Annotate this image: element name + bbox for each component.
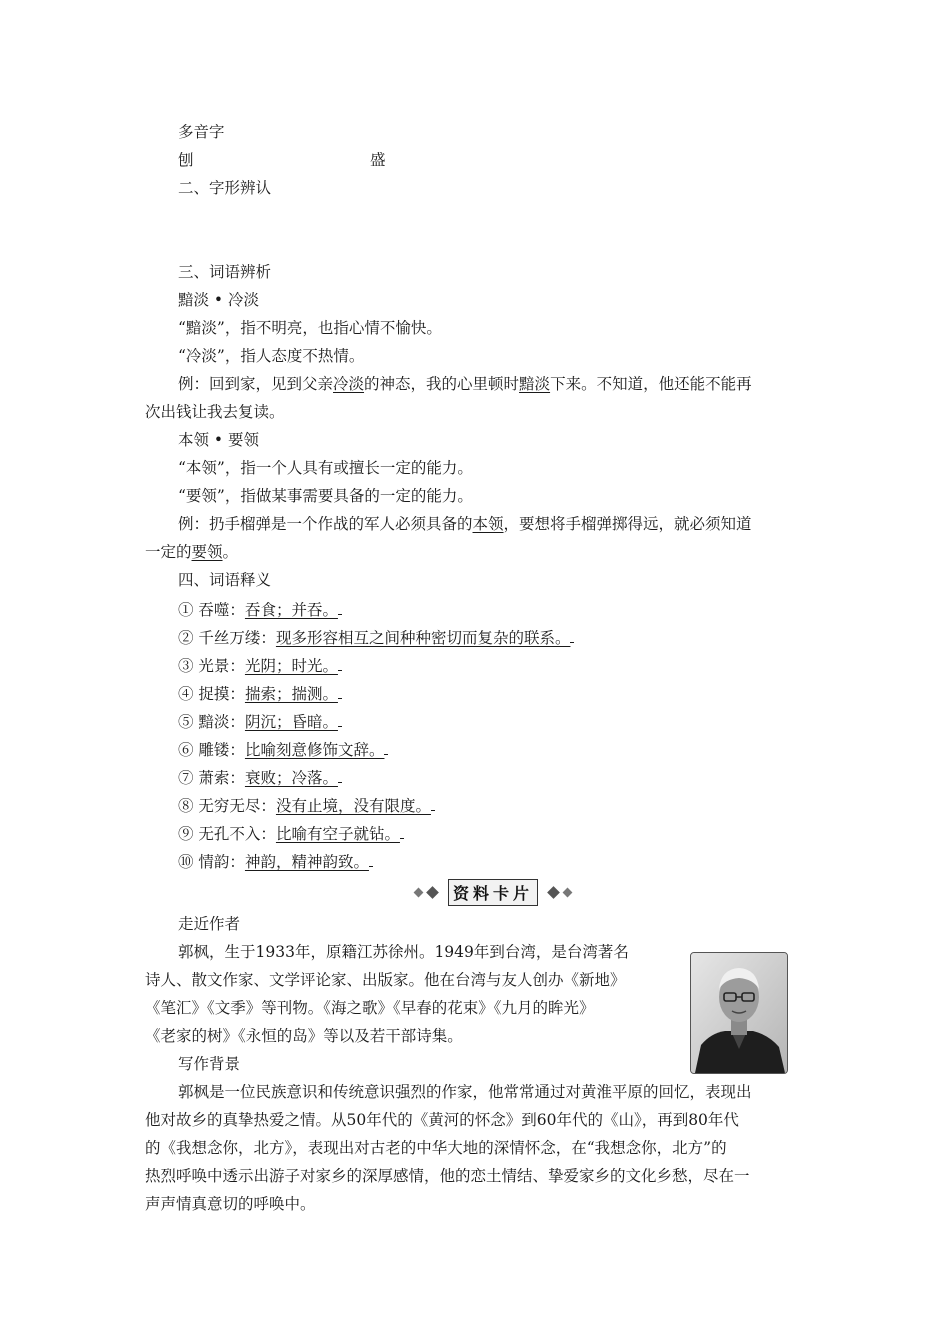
diamond-icon xyxy=(414,887,424,897)
pair2-title: 本领 • 要领 xyxy=(178,431,259,449)
pair1-example-underline-1: 冷淡 xyxy=(333,375,365,393)
background-line-1: 郭枫是一位民族意识和传统意识强烈的作家，他常常通过对黄淮平原的回忆，表现出 xyxy=(178,1083,752,1101)
meaning-def: 吞食；并吞。 xyxy=(244,601,338,619)
background-heading: 写作背景 xyxy=(178,1055,241,1073)
meaning-def: 比喻刻意修饰文辞。 xyxy=(244,741,385,759)
meaning-item-7 xyxy=(178,766,342,788)
meaning-item-4 xyxy=(178,682,342,704)
pair1-def1: “黯淡”，指不明亮，也指心情不愉快。 xyxy=(178,319,442,337)
meaning-term: ① 吞噬： xyxy=(178,601,245,619)
background-line-4: 热烈呼唤中透示出游子对家乡的深厚感情，他的恋土情结、挚爱家乡的文化乡愁，尽在一 xyxy=(145,1167,750,1185)
meaning-term: ⑧ 无穷无尽： xyxy=(178,797,276,815)
meaning-term: ④ 捉摸： xyxy=(178,685,245,703)
form-heading: 二、字形辨认 xyxy=(178,179,272,197)
meaning-term: ② 千丝万缕： xyxy=(178,629,276,647)
pair1-example-text-a: 例：回到家，见到父亲 xyxy=(178,375,334,393)
meaning-term: ⑨ 无孔不入： xyxy=(178,825,276,843)
background-line-2: 他对故乡的真挚热爱之情。从50年代的《黄河的怀念》到60年代的《山》，再到80年代 xyxy=(145,1111,739,1129)
meaning-def: 现多形容相互之间种种密切而复杂的联系。 xyxy=(275,629,571,647)
meaning-def: 衰败；冷落。 xyxy=(244,769,338,787)
author-photo xyxy=(690,952,788,1074)
meaning-heading: 四、词语释义 xyxy=(178,571,272,589)
meaning-def: 揣索；揣测。 xyxy=(244,685,338,703)
pair2-example-line1 xyxy=(178,514,752,534)
pair1-example-text-b: 的神态，我的心里顿时 xyxy=(364,375,520,393)
underline-trail xyxy=(338,766,342,783)
pair1-example-text-c: 下来。不知道，他还能不能再 xyxy=(550,375,752,393)
diamond-icon xyxy=(547,886,560,899)
underline-trail xyxy=(400,822,404,839)
pair1-def2: “冷淡”，指人态度不热情。 xyxy=(178,347,365,365)
underline-trail xyxy=(338,654,342,671)
card-title: 资料卡片 xyxy=(448,879,538,906)
meaning-def: 光阴；时光。 xyxy=(244,657,338,675)
pair2-example-text-b: ，要想将手榴弹掷得远，就必须知道 xyxy=(503,515,752,533)
underline-trail xyxy=(338,710,342,727)
meaning-term: ⑦ 萧索： xyxy=(178,769,245,787)
meaning-term: ⑩ 情韵： xyxy=(178,853,245,871)
meaning-item-3 xyxy=(178,654,342,676)
polyphone-heading: 多音字 xyxy=(178,123,225,141)
pair2-example-text-a: 例：扔手榴弹是一个作战的军人必须具备的 xyxy=(178,515,473,533)
diamond-icon xyxy=(426,886,439,899)
underline-trail xyxy=(338,598,342,615)
underline-trail xyxy=(384,738,388,755)
meaning-term: ③ 光景： xyxy=(178,657,245,675)
pair2-example-line2 xyxy=(145,542,238,562)
meaning-item-6 xyxy=(178,738,388,760)
pair1-example-line1 xyxy=(178,374,752,394)
pair2-example-underline-1: 本领 xyxy=(472,515,504,533)
background-line-3: 的《我想念你，北方》，表现出对古老的中华大地的深情怀念，在“我想念你，北方”的 xyxy=(145,1139,727,1157)
meaning-def: 阴沉；昏暗。 xyxy=(244,713,338,731)
pair2-def1: “本领”，指一个人具有或擅长一定的能力。 xyxy=(178,459,473,477)
author-line-2: 诗人、散文作家、文学评论家、出版家。他在台湾与友人创办《新地》 xyxy=(145,971,626,989)
pair2-def2: “要领”，指做某事需要具备的一定的能力。 xyxy=(178,487,473,505)
portrait-image xyxy=(691,953,787,1073)
author-line-4: 《老家的树》《永恒的岛》等以及若干部诗集。 xyxy=(145,1027,463,1045)
underline-trail xyxy=(570,626,574,643)
meaning-def: 没有止境，没有限度。 xyxy=(275,797,431,815)
meaning-item-8 xyxy=(178,794,435,816)
pair2-example-text-c: 一定的 xyxy=(145,543,192,561)
pair1-title: 黯淡 • 冷淡 xyxy=(178,291,259,309)
meaning-item-2 xyxy=(178,626,574,648)
diamond-icon xyxy=(563,887,573,897)
pair2-example-text-d: 。 xyxy=(222,543,239,561)
meaning-term: ⑥ 雕镂： xyxy=(178,741,245,759)
meaning-def: 神韵，精神韵致。 xyxy=(244,853,369,871)
meaning-item-5 xyxy=(178,710,342,732)
pair1-example-underline-2: 黯淡 xyxy=(519,375,551,393)
pair2-example-underline-2: 要领 xyxy=(191,543,223,561)
words-heading: 三、词语辨析 xyxy=(178,263,272,281)
meaning-def: 比喻有空子就钻。 xyxy=(275,825,400,843)
meaning-term: ⑤ 黯淡： xyxy=(178,713,245,731)
background-line-5: 声声情真意切的呼唤中。 xyxy=(145,1195,316,1213)
card-title-banner xyxy=(398,880,588,904)
author-heading: 走近作者 xyxy=(178,915,241,933)
underline-trail xyxy=(369,850,373,867)
meaning-item-9 xyxy=(178,822,404,844)
meaning-item-10 xyxy=(178,850,373,872)
pair1-example-line2: 次出钱让我去复读。 xyxy=(145,403,285,421)
underline-trail xyxy=(338,682,342,699)
polyphone-char-2: 盛 xyxy=(370,151,386,169)
author-line-3: 《笔汇》《文季》等刊物。《海之歌》《早春的花束》《九月的眸光》 xyxy=(145,999,595,1017)
meaning-item-1 xyxy=(178,598,342,620)
polyphone-char-1: 刨 xyxy=(178,151,194,169)
underline-trail xyxy=(431,794,435,811)
author-line-1: 郭枫，生于1933年，原籍江苏徐州。1949年到台湾，是台湾著名 xyxy=(178,943,629,961)
